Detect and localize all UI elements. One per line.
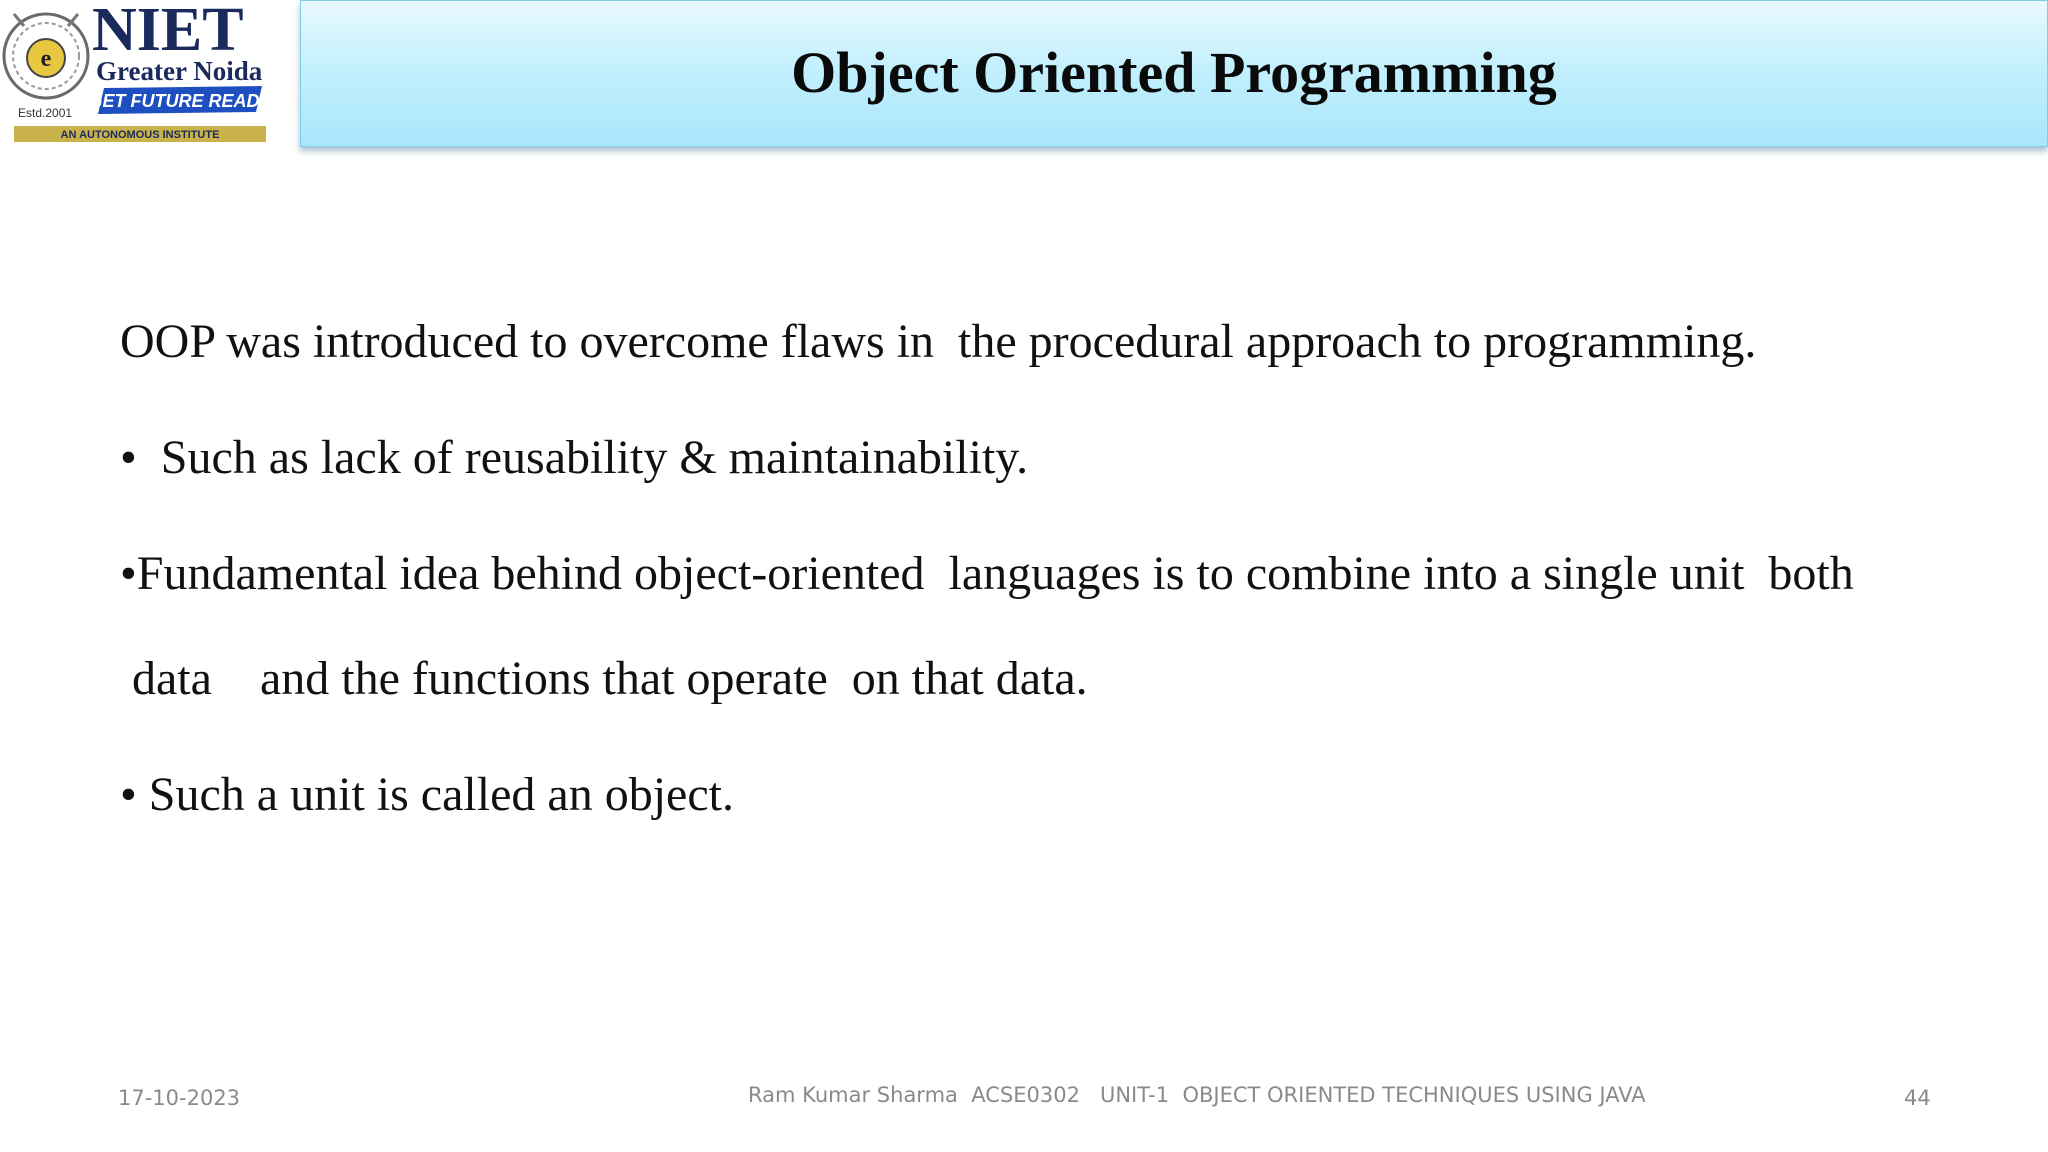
- intro-text: OOP was introduced to overcome flaws in the procedural approach to programming.: [120, 315, 1757, 368]
- slide-title: Object Oriented Programming: [791, 40, 1557, 105]
- bullet-fundamental-idea-continued: data and the functions that operate on that data.: [120, 652, 1088, 705]
- svg-text:Estd.2001: Estd.2001: [18, 106, 73, 120]
- emblem-icon: [4, 14, 88, 98]
- svg-text:GET FUTURE READY: GET FUTURE READY: [88, 91, 272, 111]
- title-banner: [300, 0, 2048, 147]
- svg-text:e: e: [40, 46, 52, 72]
- bullet-object-definition: • Such a unit is called an object.: [120, 768, 734, 821]
- svg-text:Greater Noida: Greater Noida: [96, 56, 263, 86]
- slide-number: 44: [1904, 1086, 1931, 1110]
- bullet-fundamental-idea: •Fundamental idea behind object-oriented languages is to combine into a single unit both: [120, 547, 1854, 600]
- svg-text:AN AUTONOMOUS INSTITUTE: AN AUTONOMOUS INSTITUTE: [60, 129, 220, 141]
- bullet-reusability: • Such as lack of reusability & maintainability.: [120, 431, 1029, 484]
- footer-date: 17-10-2023: [118, 1086, 241, 1110]
- footer-course-info: Ram Kumar Sharma ACSE0302 UNIT-1 OBJECT ORIENTED TECHNIQUES USING JAVA: [748, 1083, 1646, 1107]
- institute-logo: [0, 0, 272, 148]
- svg-text:NIET: NIET: [92, 0, 244, 64]
